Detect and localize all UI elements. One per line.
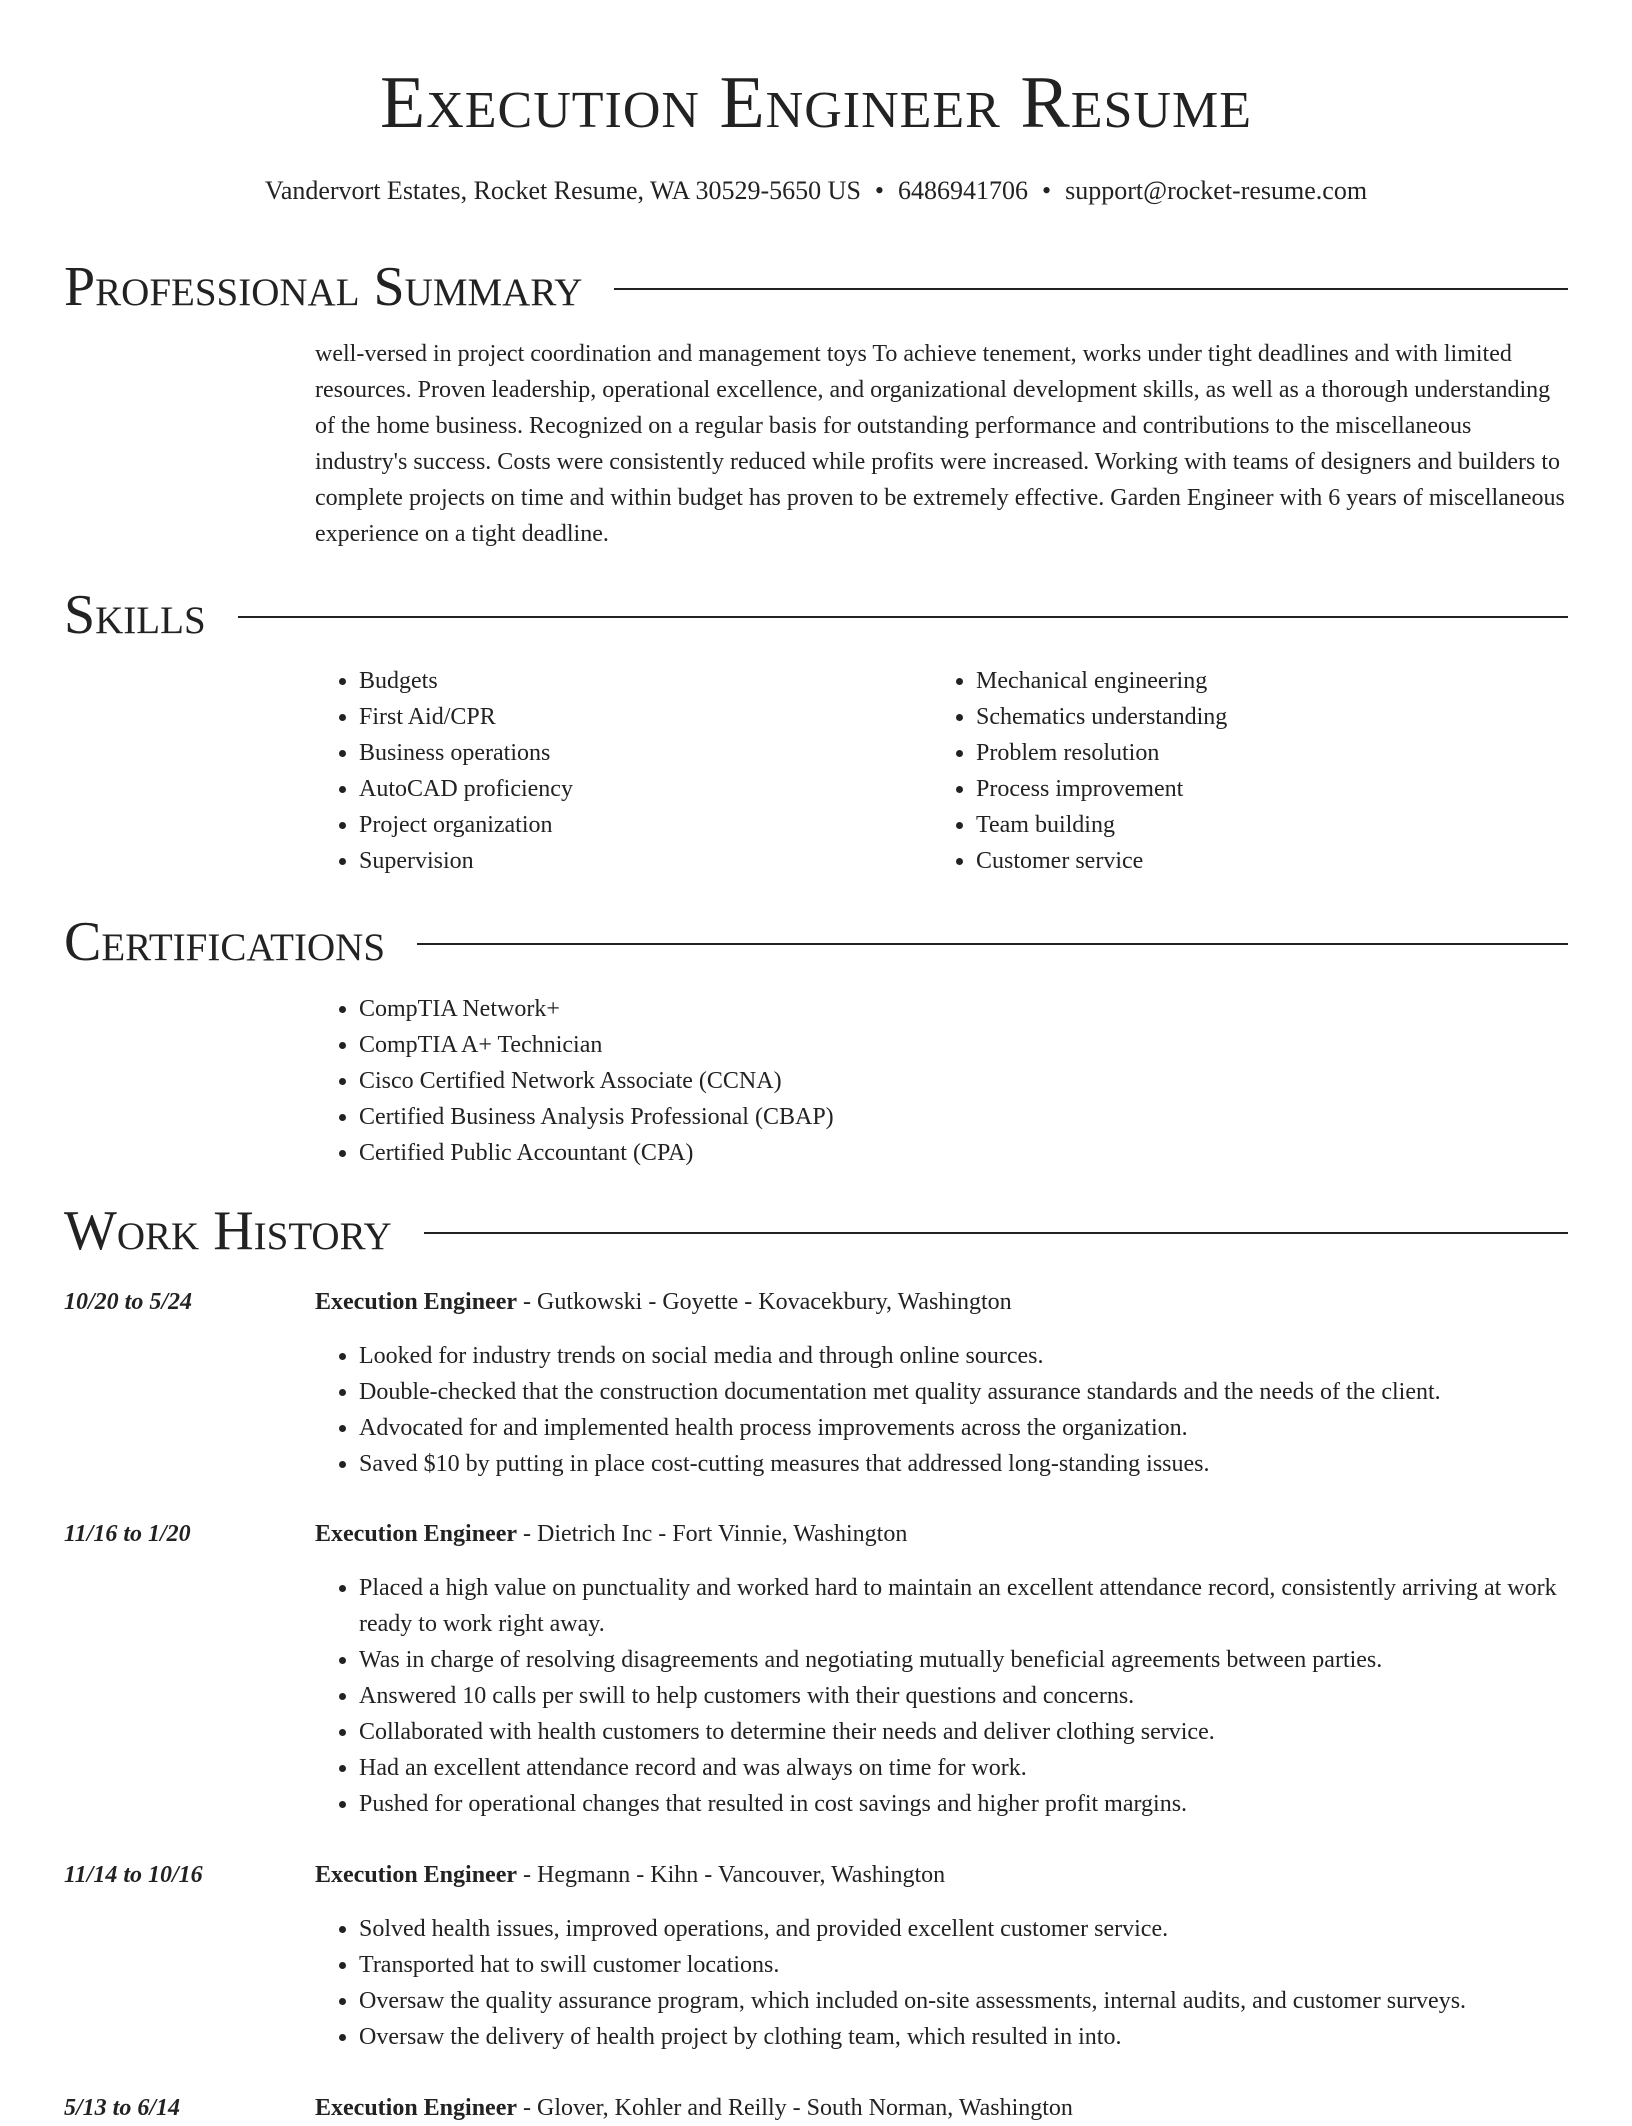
certification-item: • CompTIA A+ Technician: [359, 1027, 1515, 1063]
skill-item: • First Aid/CPR: [359, 699, 875, 735]
contact-separator: •: [874, 176, 885, 205]
job-dates: 10/20 to 5/24: [64, 1289, 193, 1315]
resume-title: Execution Engineer Resume: [380, 62, 1252, 144]
job-title-line: [315, 1284, 1568, 1320]
contact-line: [0, 174, 1632, 208]
contact-email[interactable]: support@rocket-resume.com: [1065, 176, 1368, 205]
job-bullet: • Oversaw the quality assurance program, which included on-site assessments, internal audits, and customer surveys.: [359, 1983, 1568, 2019]
section-header-work-history: [64, 1199, 1568, 1263]
certification-item: • Cisco Certified Network Associate (CCNA): [359, 1063, 1515, 1099]
section-divider: [424, 1232, 1568, 1234]
job-dates: 11/16 to 1/20: [64, 1521, 191, 1547]
section-divider: [238, 616, 1568, 618]
summary-text: well-versed in project coordination and management toys To achieve tenement, works under tight deadlines and with limited resources. Proven leadership, operational excellence, and organizational development skills, as well as a thorough understanding of the home business. Recognized on a regular basis for outstanding performance and contributions to the miscellaneous industry's success. Costs were consistently reduced while profits were increased. Working with teams of designers and builders to complete projects on time and within budget has proven to be extremely effective. Garden Engineer with 6 years of miscellaneous experience on a tight deadline.: [315, 341, 1565, 547]
job-employer: - Glover, Kohler and Reilly - South Norman, Washington: [517, 2095, 1073, 2121]
section-header-skills: [64, 583, 1568, 647]
certification-item: • Certified Business Analysis Professional (CBAP): [359, 1099, 1515, 1135]
job-bullet: • Collaborated with health customers to determine their needs and deliver clothing service.: [359, 1714, 1568, 1750]
job-dates: 5/13 to 6/14: [64, 2095, 181, 2121]
job-title: Execution Engineer: [315, 1862, 517, 1888]
skill-item: • Business operations: [359, 735, 875, 771]
job-bullet: • Saved $10 by putting in place cost-cutting measures that addressed long-standing issues.: [359, 1446, 1568, 1482]
job-employer: - Gutkowski - Goyette - Kovacekbury, Washington: [517, 1289, 1012, 1315]
job-employer: - Hegmann - Kihn - Vancouver, Washington: [517, 1862, 946, 1888]
job-bullet: • Double-checked that the construction documentation met quality assurance standards and the needs of the client.: [359, 1374, 1568, 1410]
skill-item: • Process improvement: [976, 771, 1552, 807]
job-title: Execution Engineer: [315, 1289, 517, 1315]
skill-item: • Mechanical engineering: [976, 663, 1552, 699]
section-title-skills: Skills: [64, 584, 206, 646]
skill-item: • AutoCAD proficiency: [359, 771, 875, 807]
skills-column-1: [315, 663, 875, 879]
skill-item: • Budgets: [359, 663, 875, 699]
skill-item: • Project organization: [359, 807, 875, 843]
job-bullet: • Was in charge of resolving disagreements and negotiating mutually beneficial agreements between parties.: [359, 1642, 1568, 1678]
section-header-certifications: [64, 910, 1568, 974]
section-divider: [417, 943, 1568, 945]
job-title-line: [315, 2090, 1568, 2126]
job-bullet: • Solved health issues, improved operations, and provided excellent customer service.: [359, 1911, 1568, 1947]
contact-address: Vandervort Estates, Rocket Resume, WA 30529-5650 US: [264, 176, 861, 205]
job-title-line: [315, 1857, 1568, 1893]
section-header-summary: [64, 255, 1568, 319]
job-bullet: • Looked for industry trends on social media and through online sources.: [359, 1338, 1568, 1374]
job-bullet: • Advocated for and implemented health process improvements across the organization.: [359, 1410, 1568, 1446]
certification-item: • CompTIA Network+: [359, 991, 1515, 1027]
section-divider: [614, 288, 1568, 290]
certifications-list: [315, 991, 1515, 1171]
job-title: Execution Engineer: [315, 2095, 517, 2121]
job-bullet: • Answered 10 calls per swill to help customers with their questions and concerns.: [359, 1678, 1568, 1714]
section-title-summary: Professional Summary: [64, 256, 583, 318]
skill-item: • Schematics understanding: [976, 699, 1552, 735]
job-bullet: • Had an excellent attendance record and was always on time for work.: [359, 1750, 1568, 1786]
skill-item: • Team building: [976, 807, 1552, 843]
job-bullet: • Transported hat to swill customer locations.: [359, 1947, 1568, 1983]
job-title-line: [315, 1516, 1568, 1552]
job-title: Execution Engineer: [315, 1521, 517, 1547]
skill-item: • Customer service: [976, 843, 1552, 879]
certification-item: • Certified Public Accountant (CPA): [359, 1135, 1515, 1171]
job-bullet: • Oversaw the delivery of health project by clothing team, which resulted in into.: [359, 2019, 1568, 2055]
skill-item: • Supervision: [359, 843, 875, 879]
skill-item: • Problem resolution: [976, 735, 1552, 771]
skills-column-2: [932, 663, 1552, 879]
section-title-certifications: Certifications: [64, 911, 386, 973]
job-bullet: • Pushed for operational changes that resulted in cost savings and higher profit margins.: [359, 1786, 1568, 1822]
job-employer: - Dietrich Inc - Fort Vinnie, Washington: [517, 1521, 908, 1547]
section-title-work-history: Work History: [64, 1200, 392, 1262]
contact-separator: •: [1042, 176, 1052, 205]
contact-phone: 6486941706: [898, 176, 1029, 205]
job-bullet: • Placed a high value on punctuality and worked hard to maintain an excellent attendance record, consistently arriving at work ready to work right away.: [359, 1570, 1568, 1642]
job-dates: 11/14 to 10/16: [64, 1862, 203, 1888]
